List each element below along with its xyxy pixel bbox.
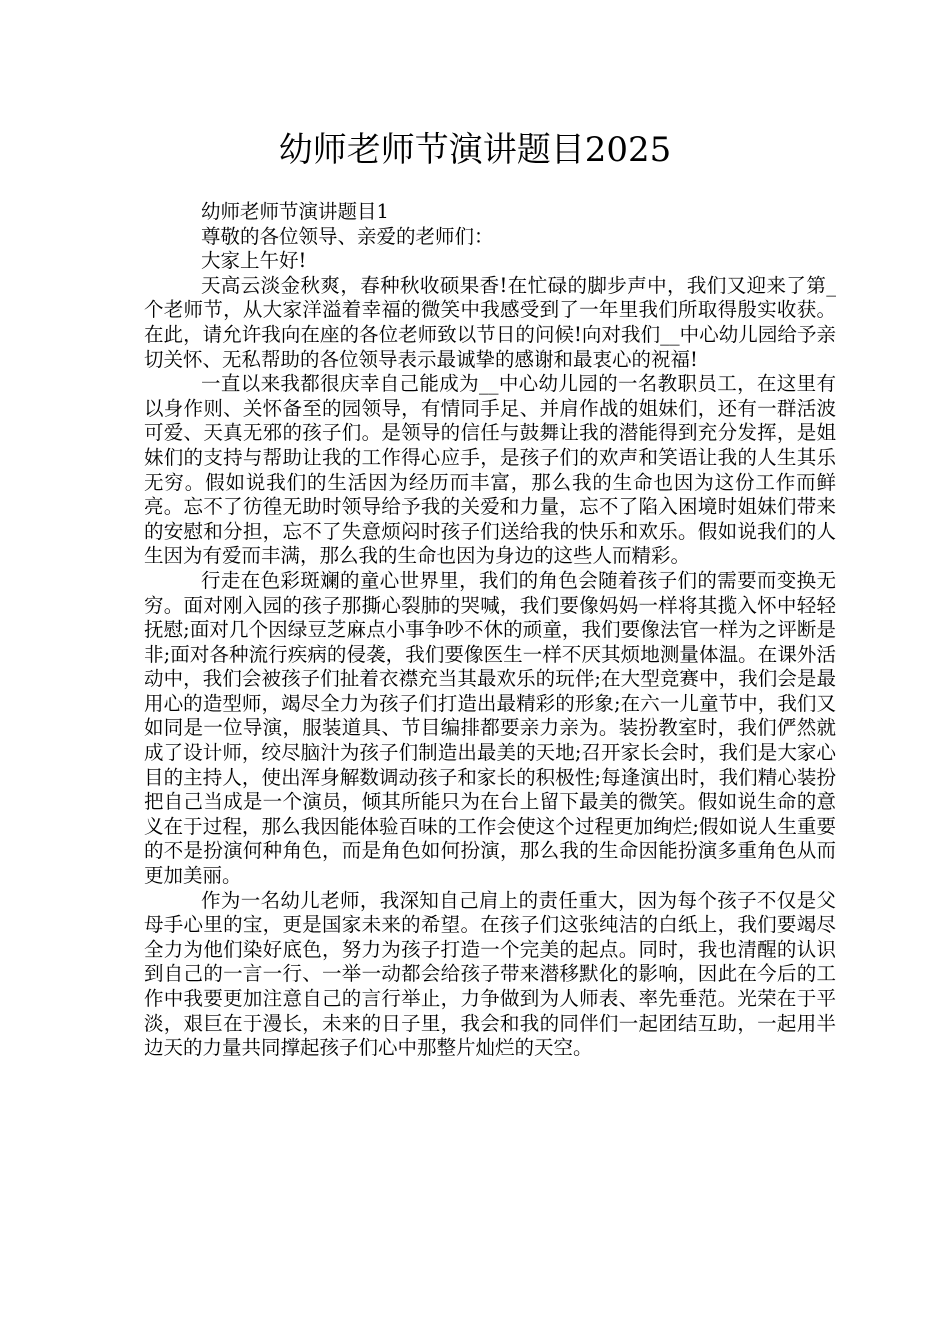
paragraph-subtitle: 幼师老师节演讲题目1 — [201, 200, 389, 223]
paragraph-salutation: 尊敬的各位领导、亲爱的老师们： — [201, 224, 494, 248]
paragraph-1: 天高云淡金秋爽，春种秋收硕果香!在忙碌的脚步声中，我们又迎来了第_个老师节，从大家洋溢着幸福的微笑中我感受到了一年里我们所取得殷实收获。在此，请允许我向在座的各位老师致以节日的问候!向对我们__中心幼儿园给予亲切关怀、无私帮助的各位领导表示最诚挚的感谢和最衷心的祝福! — [144, 273, 836, 371]
paragraph-3: 行走在色彩斑斓的童心世界里，我们的角色会随着孩子们的需要而变换无穷。面对刚入园的孩子那撕心裂肺的哭喊，我们要像妈妈一样将其揽入怀中轻轻抚慰;面对几个因绿豆芝麻点小事争吵不休的顽童，我们要像法官一样为之评断是非;面对各种流行疾病的侵袭，我们要像医生一样不厌其烦地测量体温。在课外活动中，我们会被孩子们扯着衣襟充当其最欢乐的玩伴;在大型竞赛中，我们会是最用心的造型师，竭尽全力为孩子们打造出最精彩的形象;在六一儿童节中，我们又如同是一位导演，服装道具、节目编排都要亲力亲为。装扮教室时，我们俨然就成了设计师，绞尽脑汁为孩子们制造出最美的天地;召开家长会时，我们是大家心目的主持人，使出浑身解数调动孩子和家长的积极性;每逢演出时，我们精心装扮把自己当成是一个演员，倾其所能只为在台上留下最美的微笑。假如说生命的意义在于过程，那么我因能体验百味的工作会使这个过程更加绚烂;假如说人生重要的不是扮演何种角色，而是角色如何扮演，那么我的生命因能扮演多重角色从而更加美丽。 — [144, 568, 836, 888]
paragraph-2: 一直以来我都很庆幸自己能成为__中心幼儿园的一名教职员工，在这里有以身作则、关怀备至的园领导，有情同手足、并肩作战的姐妹们，还有一群活波可爱、天真无邪的孩子们。是领导的信任与鼓舞让我的潜能得到充分发挥，是姐妹们的支持与帮助让我的工作得心应手，是孩子们的欢声和笑语让我的人生其乐无穷。假如说我们的生活因为经历而丰富，那么我的生命也因为这份工作而鲜亮。忘不了彷徨无助时领导给予我的关爱和力量，忘不了陷入困境时姐妹们带来的安慰和分担，忘不了失意烦闷时孩子们送给我的快乐和欢乐。假如说我们的人生因为有爱而丰满，那么我的生命也因为身边的这些人而精彩。 — [144, 372, 836, 568]
document-title: 幼师老师节演讲题目2025 — [278, 130, 672, 170]
document-body — [144, 200, 836, 1061]
paragraph-4: 作为一名幼儿老师，我深知自己肩上的责任重大，因为每个孩子不仅是父母手心里的宝，更是国家未来的希望。在孩子们这张纯洁的白纸上，我们要竭尽全力为他们染好底色，努力为孩子打造一个完美的起点。同时，我也清醒的认识到自己的一言一行、一举一动都会给孩子带来潜移默化的影响，因此在今后的工作中我要更加注意自己的言行举止，力争做到为人师表、率先垂范。光荣在于平淡，艰巨在于漫长，未来的日子里，我会和我的同伴们一起团结互助，一起用半边天的力量共同撑起孩子们心中那整片灿烂的天空。 — [144, 888, 836, 1060]
paragraph-greeting: 大家上午好! — [201, 249, 307, 273]
